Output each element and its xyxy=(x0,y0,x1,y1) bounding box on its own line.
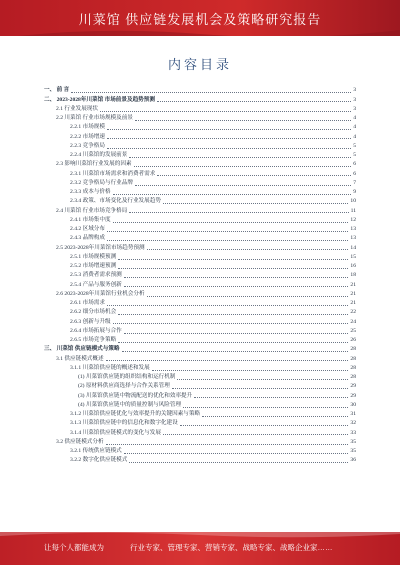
toc-entry-number: 2.5 xyxy=(56,244,63,251)
toc-entry-label: 传统供应链模式 xyxy=(82,448,122,454)
toc-entry-page: 14 xyxy=(350,244,356,251)
toc-entry-number: 2.3.4 xyxy=(70,198,82,205)
toc-entry-page: 10 xyxy=(350,198,356,205)
toc-entry-page: 11 xyxy=(350,207,356,214)
toc-leader-dots xyxy=(163,203,348,204)
toc-leader-dots xyxy=(113,222,349,223)
toc-entry[interactable] xyxy=(44,391,356,400)
toc-entry-number: 三、 xyxy=(44,346,56,353)
toc-entry[interactable] xyxy=(44,95,356,104)
toc-entry[interactable] xyxy=(44,234,356,243)
toc-entry-page: 6 xyxy=(353,161,356,168)
toc-entry-page: 4 xyxy=(353,133,356,140)
toc-entry-number: 2.6.2 xyxy=(70,309,82,316)
toc-entry-label: 川菜馆供应链中的质量控制与风险管理 xyxy=(85,401,182,408)
toc-entry[interactable] xyxy=(44,253,356,262)
toc-entry-page: 33 xyxy=(350,429,356,436)
toc-leader-dots xyxy=(183,407,348,408)
toc-entry-number: 二、 xyxy=(44,96,56,103)
toc-entry-number: 2.4 xyxy=(56,207,63,214)
toc-entry-page: 3 xyxy=(353,105,356,112)
toc-entry-number: 3.2.2 xyxy=(70,457,82,464)
toc-entry-number: 3.2 xyxy=(56,438,63,445)
toc-leader-dots xyxy=(172,388,349,389)
toc-entry-number: (3) xyxy=(78,392,85,399)
toc-entry-number: 2.4.2 xyxy=(70,226,82,232)
toc-entry-number: 3.2.1 xyxy=(70,448,82,454)
toc-entry[interactable] xyxy=(44,373,356,382)
toc-entry-label: 2023-2028年川菜馆市场趋势预测 xyxy=(64,244,145,251)
toc-entry[interactable] xyxy=(44,169,356,178)
toc-entry-label: 2023-2028年川菜馆行业机会分析 xyxy=(64,290,145,297)
toc-entry[interactable] xyxy=(44,317,356,326)
toc-entry[interactable] xyxy=(44,206,356,215)
toc-entry-number: 2.3.3 xyxy=(70,189,82,195)
toc-entry-page: 28 xyxy=(350,346,356,353)
toc-entry-page: 28 xyxy=(350,355,356,362)
toc-leader-dots xyxy=(157,175,351,176)
toc-entry-page: 21 xyxy=(350,290,356,297)
toc-entry-label: 供应链模式概述 xyxy=(64,355,104,362)
toc-entry-label: 川菜馆供应链中的信息化和数字化建设 xyxy=(82,420,178,427)
toc-leader-dots xyxy=(106,360,349,361)
toc-entry-label: 政策、市场变化及行业发展趋势 xyxy=(82,198,161,205)
report-header-banner xyxy=(0,0,400,36)
toc-entry[interactable] xyxy=(44,197,356,206)
toc-entry-page: 35 xyxy=(350,438,356,445)
toc-entry[interactable] xyxy=(44,86,356,95)
toc-leader-dots xyxy=(118,259,348,260)
toc-leader-dots xyxy=(107,129,351,130)
toc-entry-number: 2.6.1 xyxy=(70,300,82,306)
toc-leader-dots xyxy=(124,286,349,287)
toc-leader-dots xyxy=(100,111,351,112)
toc-entry-page: 4 xyxy=(353,124,356,131)
footer-slogan-right: 行业专家、管理专家、营销专家、战略专家、战略企业家…… xyxy=(130,543,333,552)
toc-leader-dots xyxy=(107,148,351,149)
toc-entry-label: 市场竞争策略 xyxy=(82,337,117,343)
toc-entry-label: 行业发展现状 xyxy=(64,105,98,112)
toc-entry[interactable] xyxy=(44,364,356,373)
toc-entry[interactable] xyxy=(44,438,356,447)
toc-leader-dots xyxy=(147,296,349,297)
toc-entry-number: 3.1 xyxy=(56,355,63,362)
toc-leader-dots xyxy=(180,425,349,426)
toc-entry-page: 25 xyxy=(350,327,356,334)
toc-entry-page: 9 xyxy=(353,189,356,195)
toc-leader-dots xyxy=(118,268,348,269)
toc-leader-dots xyxy=(113,323,349,324)
toc-entry[interactable] xyxy=(44,105,356,114)
toc-entry-page: 22 xyxy=(350,309,356,316)
toc-leader-dots xyxy=(194,397,348,398)
footer-wave-decoration xyxy=(0,532,400,540)
toc-entry-page: 3 xyxy=(353,96,356,103)
toc-entry[interactable] xyxy=(44,336,356,345)
toc-leader-dots xyxy=(202,416,348,417)
toc-entry-label: 川菜馆市场需求和消费者需求 xyxy=(82,170,156,177)
toc-entry-number: 3.1.1 xyxy=(70,364,82,371)
toc-leader-dots xyxy=(177,379,348,380)
toc-leader-dots xyxy=(122,351,349,352)
toc-entry[interactable] xyxy=(44,299,356,308)
toc-entry-number: 一、 xyxy=(44,87,56,94)
toc-entry-number: 2.4.3 xyxy=(70,235,82,242)
toc-leader-dots xyxy=(135,185,351,186)
toc-entry[interactable] xyxy=(44,354,356,363)
toc-entry-label: 川菜馆供应链中物流配送的优化和效率提升 xyxy=(85,392,193,399)
toc-entry-label: 川菜馆供应链模式的变化与发展 xyxy=(82,429,161,436)
toc-entry[interactable] xyxy=(44,179,356,188)
toc-entry-label: 川菜馆供应链的概述和发展 xyxy=(82,364,150,371)
toc-leader-dots xyxy=(147,249,349,250)
toc-entry-page: 15 xyxy=(350,253,356,260)
toc-entry-number: 2.5.2 xyxy=(70,263,82,269)
toc-entry[interactable] xyxy=(44,243,356,252)
toc-entry-page: 7 xyxy=(353,179,356,186)
report-footer-banner xyxy=(0,532,400,565)
toc-entry-label: 消费者需求预测 xyxy=(82,272,122,279)
toc-entry-page: 28 xyxy=(350,364,356,371)
toc-entry-label: 原材料供应商选择与合作关系管理 xyxy=(85,383,170,390)
toc-leader-dots xyxy=(107,240,348,241)
toc-entry-label: 影响川菜馆行业发展的因素 xyxy=(64,161,132,168)
toc-entry-page: 13 xyxy=(350,235,356,242)
toc-entry-label: 市场规模 xyxy=(82,124,105,131)
toc-entry-label: 川菜馆 行业市场竞争格局 xyxy=(64,207,128,214)
toc-entry[interactable] xyxy=(44,271,356,280)
toc-entry-page: 30 xyxy=(350,401,356,408)
toc-entry[interactable] xyxy=(44,447,356,456)
toc-entry-number: 2.6.3 xyxy=(70,318,82,325)
toc-entry-label: 市场增速 xyxy=(82,133,105,140)
toc-entry-page: 31 xyxy=(350,411,356,417)
toc-leader-dots xyxy=(71,92,351,93)
toc-leader-dots xyxy=(129,157,351,158)
toc-entry-label: 产品与服务创新 xyxy=(82,281,122,288)
toc-leader-dots xyxy=(129,212,348,213)
toc-leader-dots xyxy=(135,120,351,121)
toc-leader-dots xyxy=(129,462,348,463)
toc-entry-number: 3.1.2 xyxy=(70,411,82,417)
toc-entry-label: 川菜馆 行业市场规模及前景 xyxy=(64,115,133,121)
toc-entry-number: 3.1.3 xyxy=(70,420,82,427)
toc-entry[interactable] xyxy=(44,290,356,299)
toc-entry-page: 35 xyxy=(350,448,356,454)
toc-entry-label: 品牌构成 xyxy=(82,235,105,242)
toc-entry-page: 28 xyxy=(350,374,356,380)
toc-entry-number: 2.2.4 xyxy=(70,152,82,158)
toc-entry-page: 21 xyxy=(350,300,356,306)
toc-entry-number: 2.2.2 xyxy=(70,133,82,140)
toc-entry[interactable] xyxy=(44,419,356,428)
table-of-contents xyxy=(44,86,356,465)
toc-entry[interactable] xyxy=(44,160,356,169)
toc-entry-label: 供应链模式分析 xyxy=(64,438,104,445)
toc-entry[interactable] xyxy=(44,151,356,160)
toc-entry-number: 2.5.4 xyxy=(70,281,82,288)
toc-entry-page: 3 xyxy=(353,87,356,94)
toc-entry-page: 5 xyxy=(353,142,356,149)
toc-entry-number: 2.5.1 xyxy=(70,253,82,260)
toc-entry-number: 2.2 xyxy=(56,115,63,121)
toc-entry-page: 13 xyxy=(350,226,356,232)
toc-leader-dots xyxy=(118,314,348,315)
toc-entry[interactable] xyxy=(44,188,356,197)
toc-entry-page: 16 xyxy=(350,263,356,269)
toc-entry-number: 2.6.4 xyxy=(70,327,82,334)
toc-entry-page: 32 xyxy=(350,420,356,427)
toc-entry-label: 川菜馆供应链优化与效率提升的关键因素与策略 xyxy=(82,411,201,417)
toc-leader-dots xyxy=(118,342,348,343)
toc-entry-number: (4) xyxy=(78,401,85,408)
toc-leader-dots xyxy=(113,194,352,195)
toc-leader-dots xyxy=(163,434,348,435)
toc-entry-page: 5 xyxy=(353,152,356,158)
toc-entry-label: 市场需求 xyxy=(82,300,105,306)
toc-entry[interactable] xyxy=(44,123,356,132)
toc-entry-number: 2.1 xyxy=(56,105,63,112)
toc-entry-label: 竞争格局 xyxy=(82,142,105,149)
toc-entry-label: 市场拓展与合作 xyxy=(82,327,122,334)
toc-entry-label: 市场集中度 xyxy=(82,216,111,223)
toc-entry[interactable] xyxy=(44,382,356,391)
toc-entry[interactable] xyxy=(44,308,356,317)
report-title: 川菜馆 供应链发展机会及策略研究报告 xyxy=(78,12,322,27)
toc-entry[interactable] xyxy=(44,401,356,410)
toc-leader-dots xyxy=(152,370,349,371)
toc-entry[interactable] xyxy=(44,225,356,234)
toc-entry[interactable] xyxy=(44,410,356,419)
toc-entry-label: 前 言 xyxy=(56,87,70,94)
toc-entry-page: 6 xyxy=(353,170,356,177)
toc-entry[interactable] xyxy=(44,280,356,289)
toc-entry[interactable] xyxy=(44,428,356,437)
toc-entry-label: 数字化供应链模式 xyxy=(82,457,128,464)
toc-entry[interactable] xyxy=(44,142,356,151)
toc-entry-number: 2.3 xyxy=(56,161,63,168)
toc-entry[interactable] xyxy=(44,132,356,141)
toc-entry-page: 21 xyxy=(350,281,356,288)
toc-entry-page: 12 xyxy=(350,216,356,223)
toc-leader-dots xyxy=(107,231,348,232)
toc-entry-label: 川菜馆 供应链模式与策略 xyxy=(56,346,120,353)
toc-heading: 内容目录 xyxy=(167,57,232,72)
toc-entry-label: 川菜馆供应链的组织结构和运行机制 xyxy=(85,374,176,380)
toc-entry-number: 2.3.1 xyxy=(70,170,82,177)
toc-entry[interactable] xyxy=(44,456,356,465)
toc-entry-page: 4 xyxy=(353,115,356,121)
toc-entry[interactable] xyxy=(44,345,356,354)
toc-entry-page: 26 xyxy=(350,337,356,343)
toc-entry[interactable] xyxy=(44,327,356,336)
toc-entry-page: 24 xyxy=(350,318,356,325)
footer-slogan-left: 让每个人都能成为 xyxy=(44,543,104,552)
toc-entry-number: 2.3.2 xyxy=(70,179,82,186)
toc-entry[interactable] xyxy=(44,216,356,225)
toc-entry-number: 2.2.1 xyxy=(70,124,82,131)
toc-entry-page: 29 xyxy=(350,383,356,390)
toc-entry-page: 29 xyxy=(350,392,356,399)
toc-entry-number: 2.5.3 xyxy=(70,272,82,279)
toc-leader-dots xyxy=(124,333,349,334)
toc-entry-label: 成本与价格 xyxy=(82,189,111,195)
toc-entry[interactable] xyxy=(44,114,356,123)
toc-leader-dots xyxy=(107,138,351,139)
toc-leader-dots xyxy=(106,444,349,445)
toc-entry[interactable] xyxy=(44,262,356,271)
toc-entry-number: (2) xyxy=(78,383,85,390)
toc-entry-label: 创新与升级 xyxy=(82,318,111,325)
toc-leader-dots xyxy=(124,277,349,278)
toc-entry-label: 川菜馆的发展前景 xyxy=(82,152,128,158)
toc-entry-number: 2.2.3 xyxy=(70,142,82,149)
toc-entry-label: 区域分布 xyxy=(82,226,105,232)
toc-leader-dots xyxy=(134,166,352,167)
toc-entry-label: 细分市场机会 xyxy=(82,309,117,316)
toc-entry-label: 市场规模预测 xyxy=(82,253,117,260)
toc-entry-number: 3.1.4 xyxy=(70,429,82,436)
toc-leader-dots xyxy=(157,101,351,102)
toc-entry-label: 竞争格局与行业品牌 xyxy=(82,179,133,186)
toc-entry-label: 市场增速预测 xyxy=(82,263,117,269)
toc-entry-page: 18 xyxy=(350,272,356,279)
toc-leader-dots xyxy=(124,453,349,454)
toc-leader-dots xyxy=(107,305,348,306)
toc-entry-number: 2.6.5 xyxy=(70,337,82,343)
toc-entry-number: 2.6 xyxy=(56,290,63,297)
toc-entry-page: 36 xyxy=(350,457,356,464)
toc-entry-number: 2.4.1 xyxy=(70,216,82,223)
toc-entry-number: (1) xyxy=(78,374,85,380)
toc-entry-label: 2023-2028年川菜馆 市场前景及趋势预测 xyxy=(56,96,155,103)
